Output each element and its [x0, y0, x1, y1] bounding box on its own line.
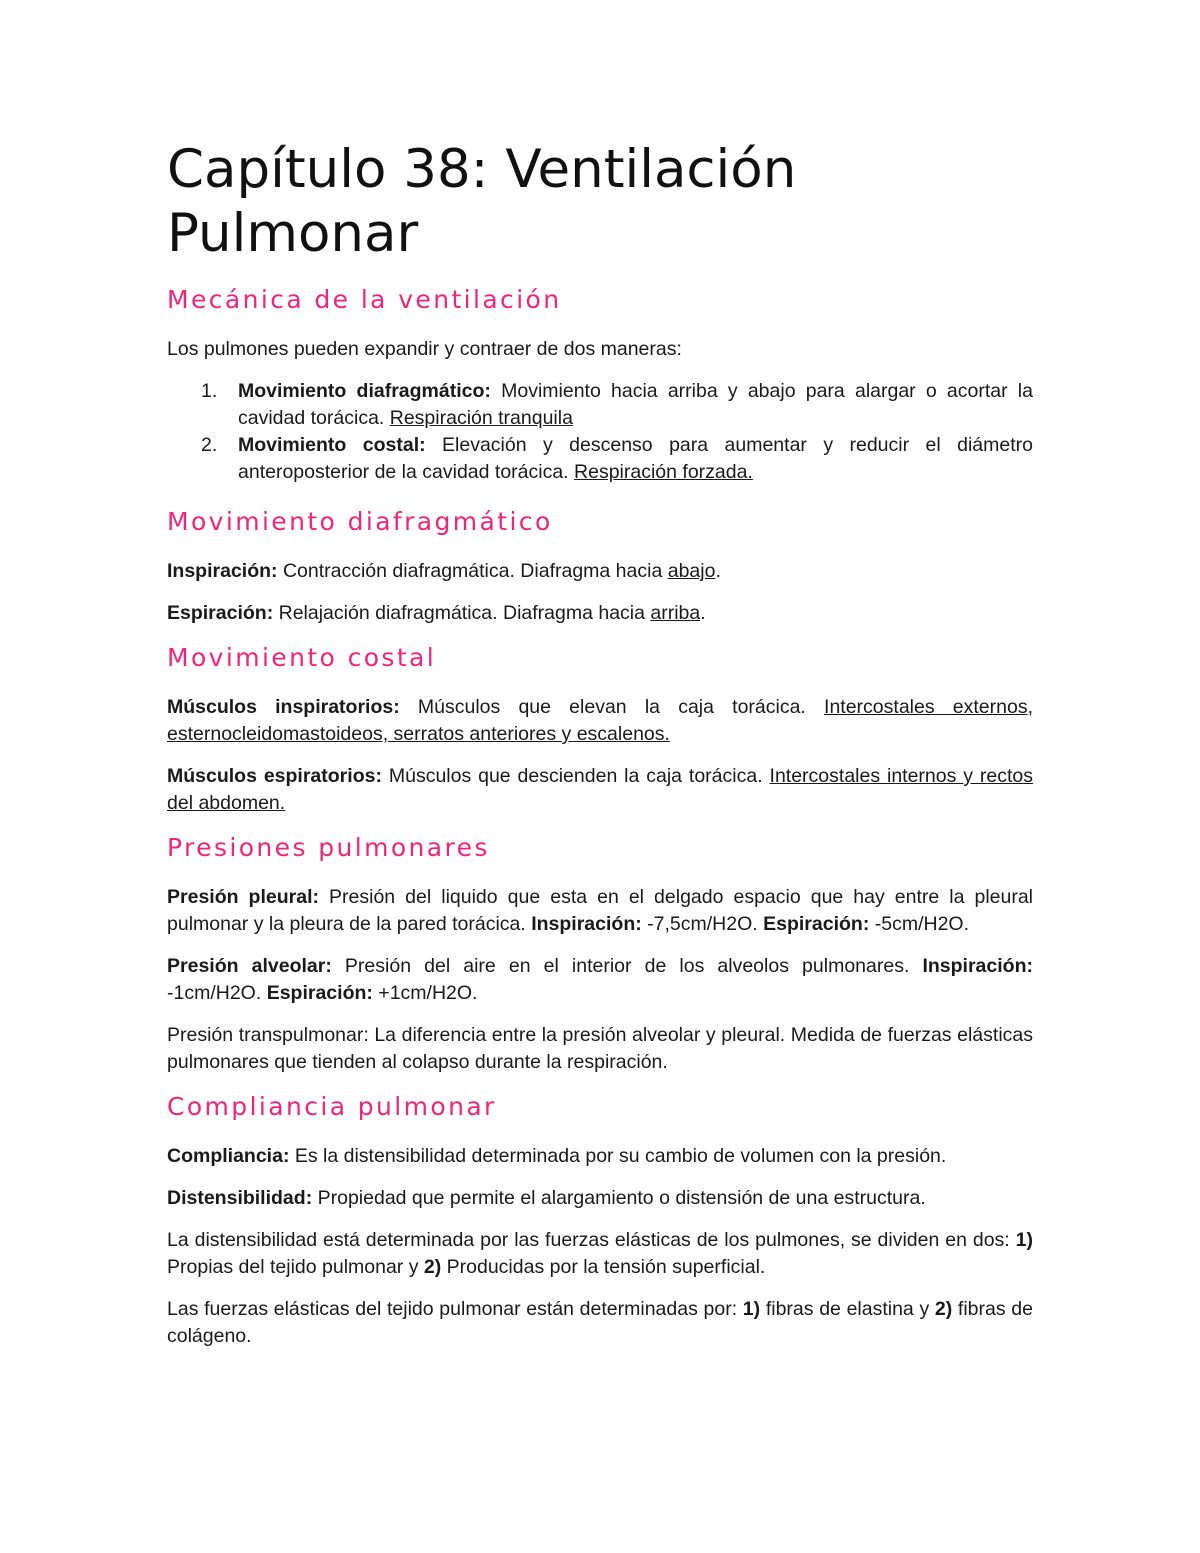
- heading-mecanica: Mecánica de la ventilación: [167, 285, 562, 314]
- term: Espiración:: [763, 913, 870, 935]
- term: Inspiración:: [922, 955, 1033, 977]
- underlined-text: Respiración forzada.: [574, 461, 753, 483]
- term: Compliancia:: [167, 1145, 290, 1167]
- underlined-text: Intercostales externos, esternocleidomastoideos, serratos anteriores y escalenos.: [167, 696, 1033, 745]
- text: Las fuerzas elásticas del tejido pulmonar están determinadas por:: [167, 1298, 743, 1320]
- text: .: [715, 560, 721, 582]
- definition: Elevación y descenso para aumentar y reducir el diámetro anteroposterior de la cavidad torácica.: [238, 434, 1033, 483]
- paragraph-inspiratorios: [167, 694, 1033, 748]
- paragraph-alveolar: [167, 953, 1033, 1007]
- text: -1cm/H2O.: [167, 982, 267, 1004]
- text: -5cm/H2O.: [869, 913, 970, 935]
- term: 1): [1015, 1229, 1033, 1251]
- heading-compliancia: Compliancia pulmonar: [167, 1092, 497, 1121]
- paragraph-espiratorios: [167, 763, 1033, 817]
- text: .: [700, 602, 706, 624]
- paragraph-espiracion: [167, 600, 1033, 627]
- document-page: [167, 138, 1033, 1365]
- paragraph-pleural: [167, 884, 1033, 938]
- term: Inspiración:: [531, 913, 642, 935]
- term: Movimiento diafragmático:: [238, 380, 491, 402]
- underlined-text: Intercostales internos y rectos del abdomen.: [167, 765, 1033, 814]
- intro-paragraph: Los pulmones pueden expandir y contraer de dos maneras:: [167, 338, 682, 360]
- list-number: 2.: [201, 434, 218, 456]
- text: +1cm/H2O.: [372, 982, 478, 1004]
- list-number: 1.: [201, 380, 218, 402]
- text: Relajación diafragmática. Diafragma hacia: [273, 602, 651, 624]
- term: Músculos espiratorios:: [167, 765, 382, 787]
- paragraph-distensibilidad: [167, 1185, 1033, 1212]
- term: Presión pleural:: [167, 886, 319, 908]
- heading-diafragmatico: Movimiento diafragmático: [167, 507, 553, 536]
- term: Distensibilidad:: [167, 1187, 313, 1209]
- text: Músculos que elevan la caja torácica.: [399, 696, 825, 718]
- definition: Movimiento hacia arriba y abajo para alargar o acortar la cavidad torácica.: [238, 380, 1033, 429]
- underlined-text: Respiración tranquila: [389, 407, 573, 429]
- text: fibras de elastina y: [760, 1298, 935, 1320]
- text: Propiedad que permite el alargamiento o distensión de una estructura.: [312, 1187, 926, 1209]
- text: Presión del liquido que esta en el delgado espacio que hay entre la pleural pulmonar y la pleura de la pared torácica.: [167, 886, 1034, 935]
- term: 2): [934, 1298, 953, 1320]
- paragraph-fuerzas-tejido: [167, 1296, 1033, 1350]
- term: 2): [423, 1256, 442, 1278]
- list-item: [167, 378, 1033, 432]
- paragraph-fuerzas: [167, 1227, 1033, 1281]
- ventilation-list: [167, 378, 1033, 486]
- list-item: [167, 432, 1033, 486]
- term: Presión alveolar:: [167, 955, 332, 977]
- text: Presión del aire en el interior de los alveolos pulmonares.: [331, 955, 923, 977]
- text: Propias del tejido pulmonar y: [167, 1256, 424, 1278]
- text: -7,5cm/H2O.: [641, 913, 764, 935]
- heading-presiones: Presiones pulmonares: [167, 833, 490, 862]
- paragraph-transpulmonar: Presión transpulmonar: La diferencia entre la presión alveolar y pleural. Medida de fuerzas elásticas pulmonares que tienden al colapso durante la respiración.: [167, 1024, 1033, 1073]
- paragraph-compliancia: [167, 1143, 1033, 1170]
- paragraph-inspiracion: [167, 558, 1033, 585]
- text: Músculos que descienden la caja torácica.: [381, 765, 770, 787]
- text: Es la distensibilidad determinada por su cambio de volumen con la presión.: [289, 1145, 947, 1167]
- underlined-text: arriba: [650, 602, 701, 624]
- text: La distensibilidad está determinada por las fuerzas elásticas de los pulmones, se dividen en dos:: [167, 1229, 1016, 1251]
- text: Contracción diafragmática. Diafragma hacia: [277, 560, 668, 582]
- text: fibras de colágeno.: [167, 1298, 1033, 1347]
- term: Espiración:: [167, 602, 274, 624]
- term: Espiración:: [266, 982, 373, 1004]
- term: Inspiración:: [167, 560, 278, 582]
- term: Movimiento costal:: [238, 434, 426, 456]
- term: 1): [742, 1298, 761, 1320]
- text: Producidas por la tensión superficial.: [441, 1256, 766, 1278]
- page-title: Capítulo 38: Ventilación Pulmonar: [167, 139, 797, 264]
- underlined-text: abajo: [667, 560, 716, 582]
- heading-costal: Movimiento costal: [167, 643, 437, 672]
- term: Músculos inspiratorios:: [167, 696, 400, 718]
